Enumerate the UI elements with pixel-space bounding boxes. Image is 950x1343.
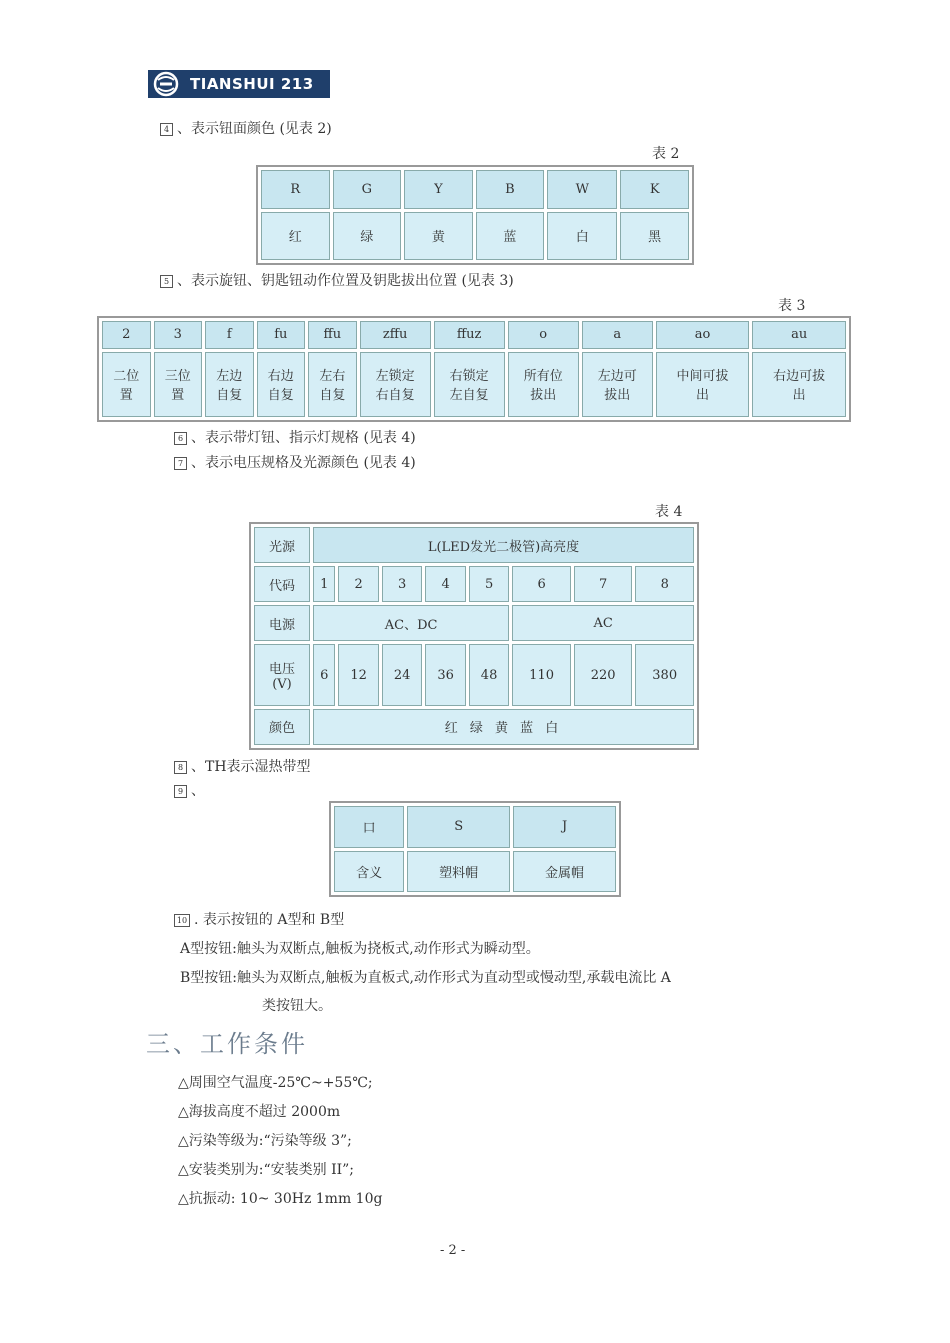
table-cell <box>102 352 151 417</box>
table-3-caption: 表 3 <box>778 298 806 314</box>
table-4-voltage-row <box>254 644 694 706</box>
table-cell: R <box>261 170 330 209</box>
table-cell: 48 <box>469 644 509 706</box>
cell-line: 二位 <box>113 369 140 385</box>
table-cell: ffuz <box>434 321 505 349</box>
cell-line: 三位 <box>164 369 191 385</box>
table-cell: 380 <box>635 644 694 706</box>
cell-line: 电压 <box>268 662 295 678</box>
table-cell <box>154 352 203 417</box>
table-2 <box>256 165 694 265</box>
cell-line: 拔出 <box>604 388 631 404</box>
section-heading: 三、工作条件 <box>146 1030 308 1058</box>
item-9-text: 、 <box>191 783 205 799</box>
table-2-caption: 表 2 <box>652 146 680 162</box>
item-6-line <box>174 427 416 447</box>
table-cell: fu <box>257 321 306 349</box>
table-cell: S <box>407 806 510 848</box>
cell-line: 左边可 <box>597 369 637 385</box>
table-4-power-row <box>254 605 694 641</box>
table-cell: o <box>508 321 579 349</box>
table-cell: 3 <box>382 566 422 602</box>
table-2-code-row <box>261 170 689 209</box>
table-5-code-row <box>334 806 616 848</box>
table-3 <box>97 316 851 422</box>
cell-line: 左右 <box>319 369 346 385</box>
table-cell: ffu <box>308 321 357 349</box>
table-cell: ao <box>656 321 750 349</box>
table-cell <box>656 352 750 417</box>
table-5 <box>329 801 621 897</box>
cell-line: 右锁定 <box>449 369 489 385</box>
item-4-text: 、表示钮面颜色 (见表 2) <box>177 121 332 137</box>
table-cell <box>508 352 579 417</box>
table-cell: Y <box>404 170 473 209</box>
cell-line: 出 <box>792 388 806 404</box>
item-5-number: 5 <box>160 275 173 288</box>
table-cell: 塑料帽 <box>407 851 510 893</box>
cell-line: 置 <box>171 388 185 404</box>
table-cell: 口 <box>334 806 404 848</box>
table-cell: 光源 <box>254 527 310 563</box>
table-3-desc-row <box>102 352 846 417</box>
table-cell: 4 <box>425 566 465 602</box>
table-cell: 220 <box>574 644 633 706</box>
table-cell: AC、DC <box>313 605 509 641</box>
table-cell: AC <box>512 605 694 641</box>
table-cell: 蓝 <box>476 212 545 260</box>
table-cell <box>308 352 357 417</box>
table-cell <box>582 352 653 417</box>
logo-text: TIANSHUI 213 <box>190 75 314 93</box>
table-cell: au <box>752 321 846 349</box>
table-4-caption: 表 4 <box>655 504 683 520</box>
table-cell: 8 <box>635 566 694 602</box>
item-10-number: 10 <box>174 914 190 927</box>
table-cell: L(LED发光二极管)高亮度 <box>313 527 694 563</box>
table-cell: 36 <box>425 644 465 706</box>
cell-line: 自复 <box>216 388 243 404</box>
cell-line: 置 <box>119 388 133 404</box>
item-7-number: 7 <box>174 457 187 470</box>
item-5-line <box>160 270 514 290</box>
condition-item: △海拔高度不超过 2000m <box>178 1104 341 1120</box>
cell-line: 右边 <box>267 369 294 385</box>
table-cell: 红 绿 黄 蓝 白 <box>313 709 694 745</box>
condition-item: △抗振动: 10~ 30Hz 1mm 10g <box>178 1191 383 1207</box>
table-cell <box>257 352 306 417</box>
item-10-line <box>174 909 344 929</box>
table-cell: 24 <box>382 644 422 706</box>
table-cell: 电源 <box>254 605 310 641</box>
cell-line: 右自复 <box>375 388 415 404</box>
b-type-description: B型按钮:触头为双断点,触板为直板式,动作形式为直动型或慢动型,承载电流比 A <box>180 970 671 986</box>
cell-line: 中间可拔 <box>676 369 729 385</box>
table-4-code-row <box>254 566 694 602</box>
item-7-text: 、表示电压规格及光源颜色 (见表 4) <box>191 455 416 471</box>
item-6-text: 、表示带灯钮、指示灯规格 (见表 4) <box>191 430 416 446</box>
item-9-number: 9 <box>174 785 187 798</box>
table-cell <box>752 352 846 417</box>
item-8-line <box>174 756 311 776</box>
page-number: - 2 - <box>440 1243 466 1258</box>
cell-line: 所有位 <box>523 369 563 385</box>
cell-line: 出 <box>696 388 710 404</box>
cell-line: 左边 <box>216 369 243 385</box>
logo-emblem-icon <box>148 70 184 98</box>
item-6-number: 6 <box>174 432 187 445</box>
table-cell: 绿 <box>333 212 402 260</box>
table-cell: 6 <box>313 644 335 706</box>
condition-item: △安装类别为:“安装类别 II”; <box>178 1162 355 1178</box>
cell-line: 拔出 <box>530 388 557 404</box>
item-4-number: 4 <box>160 123 173 136</box>
table-cell: 1 <box>313 566 335 602</box>
condition-item: △污染等级为:“污染等级 3”; <box>178 1133 352 1149</box>
table-cell: J <box>513 806 616 848</box>
item-8-number: 8 <box>174 761 187 774</box>
table-cell: f <box>205 321 254 349</box>
table-cell <box>434 352 505 417</box>
table-3-code-row <box>102 321 846 349</box>
table-4 <box>249 522 699 750</box>
item-4-line <box>160 118 332 138</box>
table-4-light-row <box>254 527 694 563</box>
cell-line: 左自复 <box>449 388 489 404</box>
table-cell: 颜色 <box>254 709 310 745</box>
table-cell <box>254 644 310 706</box>
table-cell: 含义 <box>334 851 404 893</box>
table-4-color-row <box>254 709 694 745</box>
table-cell: G <box>333 170 402 209</box>
table-cell: 金属帽 <box>513 851 616 893</box>
a-type-description: A型按钮:触头为双断点,触板为挠板式,动作形式为瞬动型。 <box>180 941 540 957</box>
table-cell: 白 <box>547 212 617 260</box>
table-cell: 7 <box>574 566 633 602</box>
condition-item: △周围空气温度-25℃~+55℃; <box>178 1075 373 1091</box>
table-2-color-row <box>261 212 689 260</box>
table-cell: 红 <box>261 212 330 260</box>
item-9-line <box>174 780 205 800</box>
table-cell: K <box>620 170 689 209</box>
company-logo <box>148 70 330 98</box>
table-cell <box>360 352 431 417</box>
table-5-desc-row <box>334 851 616 893</box>
table-cell: 2 <box>102 321 151 349</box>
b-type-description-cont: 类按钮大。 <box>262 998 332 1014</box>
cell-line: 自复 <box>267 388 294 404</box>
table-cell: 3 <box>154 321 203 349</box>
table-cell: 2 <box>338 566 378 602</box>
table-cell: a <box>582 321 653 349</box>
cell-line: 右边可拔 <box>773 369 826 385</box>
cell-line: 左锁定 <box>375 369 415 385</box>
table-cell: zffu <box>360 321 431 349</box>
item-7-line <box>174 452 416 472</box>
cell-line: 自复 <box>319 388 346 404</box>
cell-line: (V) <box>272 677 292 693</box>
table-cell: 5 <box>469 566 509 602</box>
table-cell: B <box>476 170 545 209</box>
item-8-text: 、TH表示湿热带型 <box>191 759 311 775</box>
table-cell: W <box>547 170 617 209</box>
table-cell: 黄 <box>404 212 473 260</box>
table-cell: 6 <box>512 566 571 602</box>
table-cell: 110 <box>512 644 571 706</box>
item-10-text: . 表示按钮的 A型和 B型 <box>194 912 345 928</box>
table-cell: 黑 <box>620 212 689 260</box>
table-cell: 12 <box>338 644 378 706</box>
table-cell: 代码 <box>254 566 310 602</box>
table-cell <box>205 352 254 417</box>
item-5-text: 、表示旋钮、钥匙钮动作位置及钥匙拔出位置 (见表 3) <box>177 273 514 289</box>
